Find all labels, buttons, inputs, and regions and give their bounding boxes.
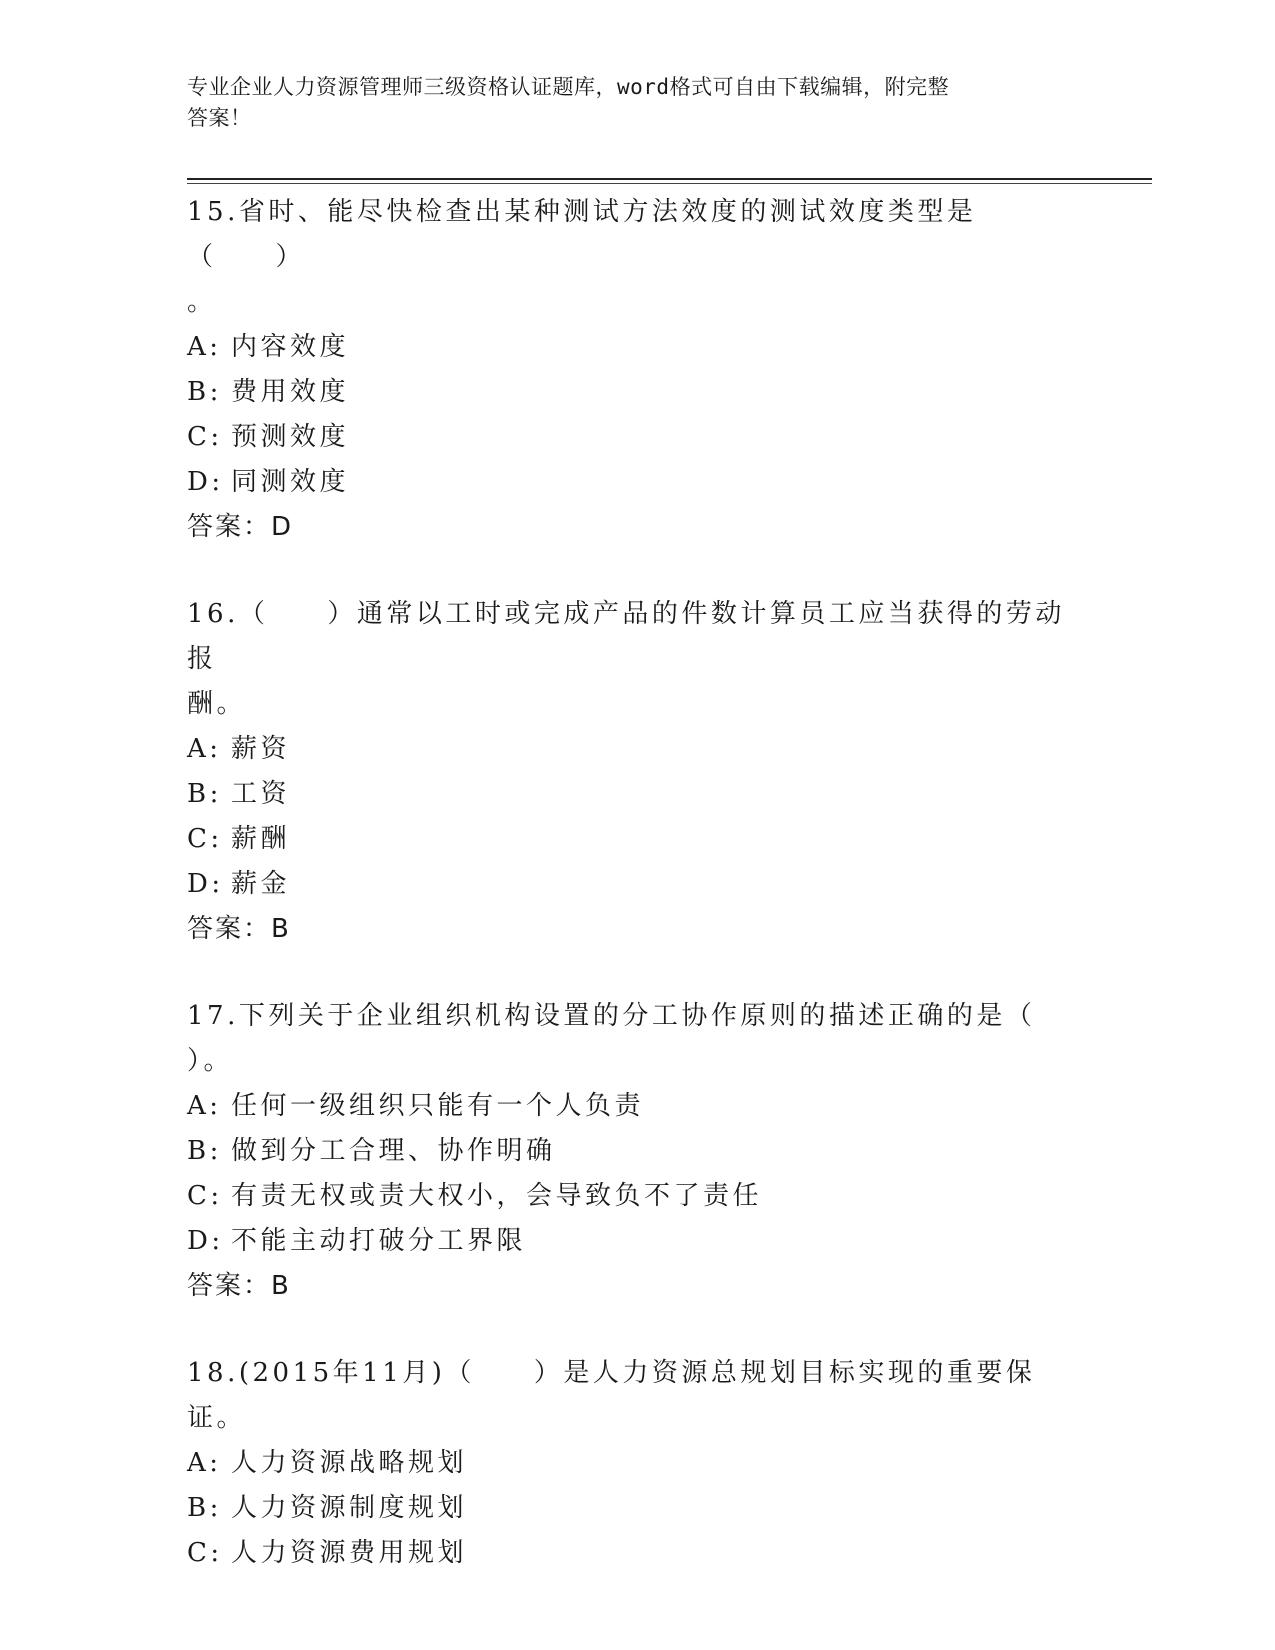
option-key: B: [187, 377, 222, 407]
question-stem: 17.下列关于企业组织机构设置的分工协作原则的描述正确的是（ [187, 1001, 1036, 1031]
option-text: 薪酬 [231, 824, 291, 854]
option-key: A: [187, 332, 222, 362]
header-banner-line2: 答案！ [187, 106, 252, 130]
option-text: 费用效度 [231, 377, 350, 407]
option-text: 不能主动打破分工界限 [231, 1226, 527, 1256]
answer-line: 答案：B [187, 1271, 291, 1301]
option-text: 有责无权或责大权小，会导致负不了责任 [231, 1181, 763, 1211]
option-b [187, 772, 1067, 817]
option-text: 人力资源战略规划 [231, 1448, 468, 1478]
option-d [187, 460, 1067, 505]
question-17 [187, 994, 1067, 1309]
answer-line: 答案：D [187, 512, 294, 542]
option-text: 内容效度 [231, 332, 350, 362]
question-stem: 16.（ ）通常以工时或完成产品的件数计算员工应当获得的劳动报 [187, 599, 1065, 674]
option-key: B: [187, 1493, 222, 1523]
option-key: D: [187, 467, 224, 497]
option-key: D: [187, 1226, 224, 1256]
option-d [187, 1219, 1067, 1264]
document-page [187, 0, 1152, 1650]
option-text: 任何一级组织只能有一个人负责 [231, 1091, 645, 1121]
option-key: C: [187, 1538, 223, 1568]
option-key: B: [187, 1136, 222, 1166]
question-16 [187, 592, 1067, 952]
header-banner-line1: 专业企业人力资源管理师三级资格认证题库，word格式可自由下载编辑，附完整 [187, 75, 950, 99]
option-text: 同测效度 [231, 467, 350, 497]
answer-line: 答案：B [187, 914, 291, 944]
question-list [187, 190, 1067, 1618]
header-divider-thin [187, 183, 1152, 184]
option-b [187, 1486, 1067, 1531]
option-key: A: [187, 734, 222, 764]
option-a [187, 1441, 1067, 1486]
option-a [187, 325, 1067, 370]
option-b [187, 370, 1067, 415]
question-stem: 15.省时、能尽快检查出某种测试方法效度的测试效度类型是（ ） [187, 197, 977, 272]
option-key: A: [187, 1091, 222, 1121]
option-text: 薪金 [231, 869, 291, 899]
question-stem-continued: 。 [187, 287, 217, 317]
question-stem-continued: ）。 [187, 1046, 234, 1076]
option-key: A: [187, 1448, 222, 1478]
question-stem-continued: 酬。 [187, 689, 247, 719]
question-stem: 18.(2015年11月)（ ）是人力资源总规划目标实现的重要保证。 [187, 1358, 1036, 1433]
option-key: C: [187, 422, 223, 452]
option-a [187, 727, 1067, 772]
option-key: C: [187, 1181, 223, 1211]
option-key: B: [187, 779, 222, 809]
option-text: 人力资源费用规划 [231, 1538, 468, 1568]
option-c [187, 1174, 1067, 1219]
option-b [187, 1129, 1067, 1174]
question-15 [187, 190, 1067, 550]
question-18 [187, 1351, 1067, 1576]
option-key: D: [187, 869, 224, 899]
option-text: 做到分工合理、协作明确 [231, 1136, 556, 1166]
document-header [187, 72, 1067, 134]
option-a [187, 1084, 1067, 1129]
option-text: 人力资源制度规划 [231, 1493, 468, 1523]
option-d [187, 862, 1067, 907]
option-key: C: [187, 824, 223, 854]
option-c [187, 817, 1067, 862]
option-text: 工资 [231, 779, 291, 809]
option-text: 薪资 [231, 734, 291, 764]
option-c [187, 415, 1067, 460]
option-text: 预测效度 [231, 422, 350, 452]
header-divider-thick [187, 178, 1152, 180]
option-c [187, 1531, 1067, 1576]
